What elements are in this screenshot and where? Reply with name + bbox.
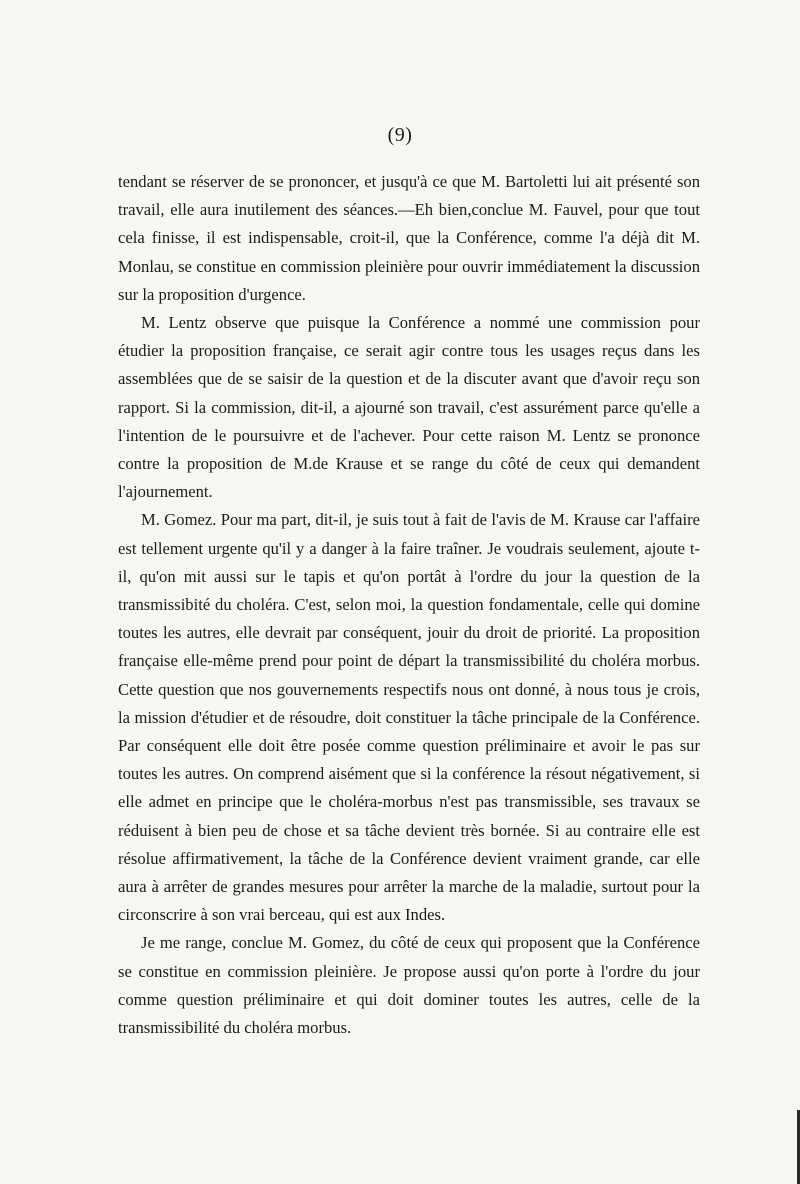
paragraph-gomez: M. Gomez. Pour ma part, dit-il, je suis tout à fait de l'avis de M. Krause car l'affaire est tellement urgente qu'il y a danger à la faire traîner. Je voudrais seulement, ajoute t-il, qu'on mit aussi sur le tapis et qu'on portât à l'ordre du jour la question de la transmissibité du choléra. C'est, selon moi, la question fondamentale, celle qui domine toutes les autres, elle devrait par conséquent, jouir du droit de priorité. La proposition française elle-même prend pour point de départ la transmissibilité du choléra morbus. Cette question que nos gouvernements respectifs nous ont donné, à nous tous je crois, la mission d'étudier et de résoudre, doit constituer la tâche principale de la Conférence. Par conséquent elle doit être posée comme question préliminaire et avoir le pas sur toutes les autres. On comprend aisément que si la conférence la résout négativement, si elle admet en principe que le choléra-morbus n'est pas transmissible, ses travaux se réduisent à bien peu de chose et sa tâche devient très bornée. Si au contraire elle est résolue affirmativement, la tâche de la Conférence devient vraiment grande, car elle aura à arrêter de grandes mesures pour arrêter la marche de la maladie, surtout pour la circonscrire à son vrai berceau, qui est aux Indes. [118, 510, 700, 925]
paragraph-lentz: M. Lentz observe que puisque la Conférence a nommé une commission pour étudier la proposition française, ce serait agir contre tous les usages reçus dans les assemblées que de se saisir de la question et de la discuter avant que d'avoir reçu son rapport. Si la commission, dit-il, a ajourné son travail, c'est assurément parce qu'elle a l'intention de le poursuivre et de l'achever. Pour cette raison M. Lentz se prononce contre la proposition de M.de Krause et se range du côté de ceux qui demandent l'ajournement. [118, 313, 700, 502]
page-number: (9) [387, 124, 413, 146]
paragraph-gomez-conclusion: Je me range, conclue M. Gomez, du côté de ceux qui proposent que la Conférence se constitue en commission pleinière. Je propose aussi qu'on porte à l'ordre du jour comme question préliminaire et qui doit dominer toutes les autres, celle de la transmissibilité du choléra morbus. [118, 933, 700, 1038]
body-text [118, 168, 700, 1042]
paragraph-continuation: tendant se réserver de se prononcer, et jusqu'à ce que M. Bartoletti lui ait présenté son travail, elle aura inutilement des séances.—Eh bien,conclue M. Fauvel, pour que tout cela finisse, il est indispensable, croit-il, que la Conférence, comme l'a déjà dit M. Monlau, se constitue en commission pleinière pour ouvrir immédiatement la discussion sur la proposition d'urgence. [118, 172, 700, 304]
